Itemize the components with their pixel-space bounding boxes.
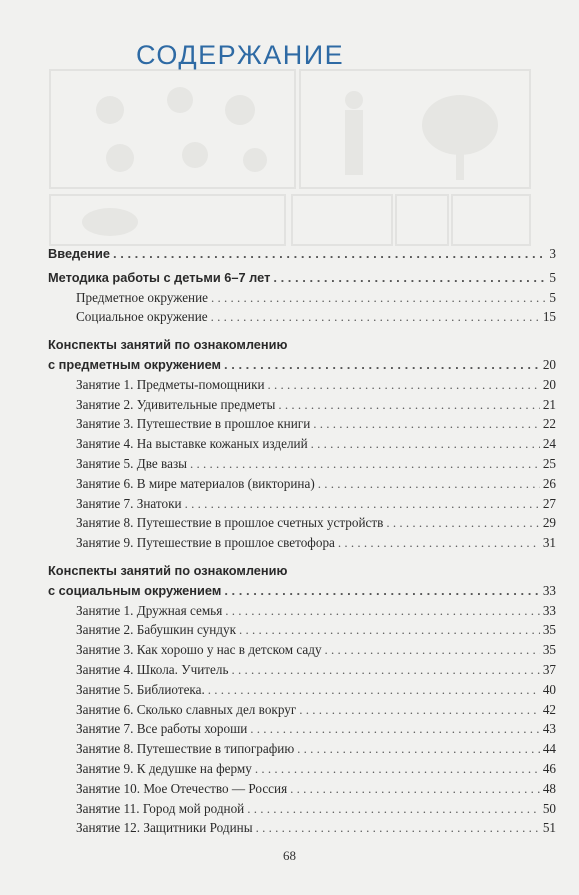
toc-label: Занятие 8. Путешествие в прошлое счетных устройств bbox=[76, 515, 384, 531]
toc-entry[interactable] bbox=[48, 533, 556, 553]
dot-leader bbox=[313, 414, 540, 434]
toc-page: 46 bbox=[542, 760, 556, 776]
toc-entry[interactable] bbox=[48, 513, 556, 533]
dot-leader bbox=[338, 533, 540, 553]
toc-page: 50 bbox=[542, 800, 556, 816]
dot-leader bbox=[268, 375, 540, 395]
toc-page: 20 bbox=[542, 356, 556, 372]
toc-page: 27 bbox=[542, 495, 556, 511]
toc-page: 44 bbox=[542, 741, 556, 757]
toc-entry[interactable] bbox=[48, 799, 556, 819]
section-heading-line: Конспекты занятий по ознакомлению bbox=[48, 562, 288, 578]
toc-label: Занятие 3. Путешествие в прошлое книги bbox=[76, 416, 311, 432]
toc-page: 42 bbox=[542, 701, 556, 717]
toc-label: с социальным окружением bbox=[48, 582, 222, 598]
page-number: 68 bbox=[283, 848, 296, 863]
toc-label: Занятие 1. Дружная семья bbox=[76, 602, 223, 618]
toc-entry[interactable] bbox=[48, 620, 556, 640]
toc-entry-objects[interactable] bbox=[48, 355, 556, 375]
toc-label: с предметным окружением bbox=[48, 356, 221, 372]
toc-page: 43 bbox=[542, 721, 556, 737]
toc-label: Занятие 6. Сколько славных дел вокруг bbox=[76, 701, 297, 717]
toc-label: Введение bbox=[48, 246, 111, 261]
dot-leader bbox=[190, 454, 540, 474]
table-of-contents bbox=[48, 244, 556, 838]
toc-label: Предметное окружение bbox=[76, 289, 209, 305]
dot-leader bbox=[247, 799, 540, 819]
dot-leader bbox=[299, 700, 540, 720]
toc-entry[interactable] bbox=[48, 434, 556, 454]
toc-entry[interactable] bbox=[48, 288, 556, 308]
dot-leader bbox=[256, 818, 540, 838]
dot-leader bbox=[211, 307, 540, 327]
dot-leader bbox=[113, 244, 546, 264]
toc-entry[interactable] bbox=[48, 700, 556, 720]
toc-entry[interactable] bbox=[48, 680, 556, 700]
dot-leader bbox=[225, 601, 540, 621]
toc-label: Занятие 4. Школа. Учитель bbox=[76, 661, 229, 677]
toc-entry[interactable] bbox=[48, 414, 556, 434]
dot-leader bbox=[211, 288, 546, 308]
toc-entry[interactable] bbox=[48, 307, 556, 327]
dot-leader bbox=[273, 268, 546, 288]
toc-label: Занятие 11. Город мой родной bbox=[76, 800, 245, 816]
toc-label: Занятие 3. Как хорошо у нас в детском саду bbox=[76, 642, 322, 658]
toc-page: 3 bbox=[549, 246, 556, 261]
toc-page: 15 bbox=[542, 309, 556, 325]
toc-entry[interactable] bbox=[48, 601, 556, 621]
toc-entry[interactable] bbox=[48, 719, 556, 739]
toc-page: 22 bbox=[542, 416, 556, 432]
dot-leader bbox=[231, 660, 539, 680]
toc-label: Занятие 5. Библиотека. bbox=[76, 681, 205, 697]
dot-leader bbox=[325, 640, 540, 660]
toc-label: Занятие 7. Все работы хороши bbox=[76, 721, 248, 737]
toc-label: Занятие 1. Предметы-помощники bbox=[76, 376, 265, 392]
toc-page: 31 bbox=[542, 535, 556, 551]
toc-entry-intro[interactable] bbox=[48, 244, 556, 264]
page-title: СОДЕРЖАНИЕ bbox=[136, 40, 345, 70]
dot-leader bbox=[278, 395, 539, 415]
toc-page: 25 bbox=[542, 455, 556, 471]
dot-leader bbox=[250, 719, 540, 739]
toc-label: Занятие 6. В мире материалов (викторина) bbox=[76, 475, 315, 491]
toc-page: 24 bbox=[542, 436, 556, 452]
toc-entry[interactable] bbox=[48, 660, 556, 680]
toc-label: Занятие 8. Путешествие в типографию bbox=[76, 741, 295, 757]
toc-page: 5 bbox=[549, 269, 556, 285]
dot-leader bbox=[318, 474, 540, 494]
toc-page: 48 bbox=[542, 780, 556, 796]
toc-page: 21 bbox=[542, 396, 556, 412]
toc-page: 33 bbox=[542, 602, 556, 618]
toc-label: Занятие 2. Удивительные предметы bbox=[76, 396, 276, 412]
dot-leader bbox=[208, 680, 540, 700]
toc-page: 33 bbox=[542, 582, 556, 598]
toc-page: 26 bbox=[542, 475, 556, 491]
toc-label: Занятие 9. Путешествие в прошлое светофора bbox=[76, 535, 335, 551]
toc-entry[interactable] bbox=[48, 759, 556, 779]
toc-page: 20 bbox=[542, 376, 556, 392]
toc-entry[interactable] bbox=[48, 779, 556, 799]
dot-leader bbox=[386, 513, 539, 533]
toc-label: Занятие 12. Защитники Родины bbox=[76, 820, 253, 836]
toc-page: 5 bbox=[549, 289, 556, 305]
dot-leader bbox=[290, 779, 540, 799]
toc-page: 51 bbox=[542, 820, 556, 836]
toc-label: Занятие 10. Мое Отечество — Россия bbox=[76, 780, 288, 796]
toc-entry[interactable] bbox=[48, 454, 556, 474]
dot-leader bbox=[297, 739, 540, 759]
dot-leader bbox=[224, 581, 540, 601]
toc-entry[interactable] bbox=[48, 375, 556, 395]
toc-entry[interactable] bbox=[48, 494, 556, 514]
toc-entry[interactable] bbox=[48, 640, 556, 660]
toc-entry[interactable] bbox=[48, 739, 556, 759]
toc-label: Социальное окружение bbox=[76, 309, 208, 325]
dot-leader bbox=[311, 434, 540, 454]
toc-label: Занятие 4. На выставке кожаных изделий bbox=[76, 436, 308, 452]
toc-page: 35 bbox=[542, 642, 556, 658]
toc-label: Занятие 7. Знатоки bbox=[76, 495, 182, 511]
toc-page: 40 bbox=[542, 681, 556, 697]
toc-entry-social[interactable] bbox=[48, 581, 556, 601]
toc-label: Занятие 9. К дедушке на ферму bbox=[76, 760, 252, 776]
toc-page: 29 bbox=[542, 515, 556, 531]
toc-entry-methodics[interactable] bbox=[48, 268, 556, 288]
toc-page: 37 bbox=[542, 661, 556, 677]
section-heading-line: Конспекты занятий по ознакомлению bbox=[48, 337, 288, 353]
dot-leader bbox=[185, 494, 540, 514]
toc-entry[interactable] bbox=[48, 474, 556, 494]
dot-leader bbox=[224, 355, 540, 375]
toc-entry[interactable] bbox=[48, 395, 556, 415]
toc-entry[interactable] bbox=[48, 818, 556, 838]
dot-leader bbox=[255, 759, 540, 779]
toc-label: Занятие 5. Две вазы bbox=[76, 455, 188, 471]
toc-page: 35 bbox=[542, 622, 556, 638]
dot-leader bbox=[239, 620, 540, 640]
toc-label: Методика работы с детьми 6–7 лет bbox=[48, 269, 271, 285]
toc-label: Занятие 2. Бабушкин сундук bbox=[76, 622, 236, 638]
